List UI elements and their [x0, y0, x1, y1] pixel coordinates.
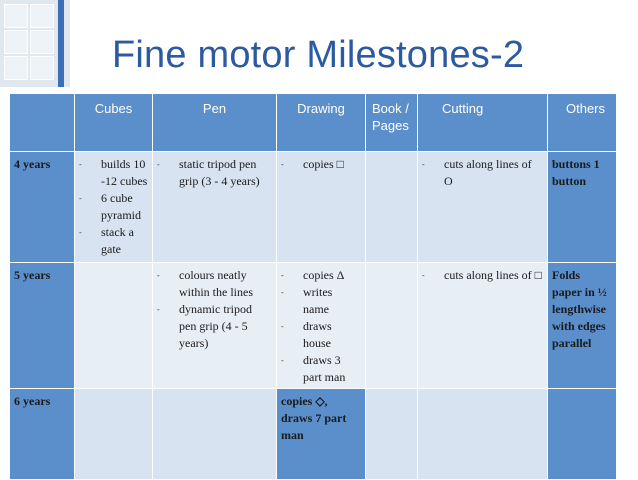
- table-row: [10, 152, 617, 263]
- slide-title: Fine motor Milestones-2: [112, 34, 525, 76]
- others-cell: Folds paper in ½ lengthwise with edges parallel: [548, 263, 617, 389]
- others-cell: [548, 389, 617, 480]
- decor-block: [4, 30, 28, 54]
- age-cell: 4 years: [10, 152, 75, 263]
- header-age: [10, 94, 75, 152]
- list-item: - copies Δ: [281, 267, 361, 284]
- decor-block: [30, 30, 54, 54]
- table-row: [10, 389, 617, 480]
- cubes-cell: [75, 263, 153, 389]
- list-item: - copies □: [281, 156, 361, 173]
- list-item: - draws 3 part man: [281, 352, 361, 386]
- age-cell: 6 years: [10, 389, 75, 480]
- decor-block: [30, 56, 54, 80]
- header-drawing: Drawing: [277, 94, 366, 152]
- decor-block: [4, 56, 28, 80]
- cutting-cell: [418, 152, 548, 263]
- cubes-cell: [75, 152, 153, 263]
- list-item: - writes name: [281, 284, 361, 318]
- list-item: - cuts along lines of □: [422, 267, 543, 284]
- decor-block: [4, 4, 28, 28]
- milestones-table: [9, 93, 617, 480]
- book-cell: [366, 263, 418, 389]
- decorative-strip: [0, 0, 70, 87]
- cubes-cell: [75, 389, 153, 480]
- cutting-cell: [418, 263, 548, 389]
- decor-bar: [58, 0, 64, 87]
- pen-cell: [153, 263, 277, 389]
- list-item: - colours neatly within the lines: [157, 267, 272, 301]
- header-pen: Pen: [153, 94, 277, 152]
- header-book-pages: Book / Pages: [366, 94, 418, 152]
- book-cell: [366, 152, 418, 263]
- list-item: - dynamic tripod pen grip (4 - 5 years): [157, 301, 272, 352]
- decor-block: [30, 4, 54, 28]
- list-item: - static tripod pen grip (3 - 4 years): [157, 156, 272, 190]
- age-cell: 5 years: [10, 263, 75, 389]
- drawing-cell: copies ◇, draws 7 part man: [277, 389, 366, 480]
- drawing-cell: [277, 263, 366, 389]
- list-item: - builds 10 -12 cubes: [79, 156, 148, 190]
- header-cutting: Cutting: [418, 94, 548, 152]
- list-item: - cuts along lines of O: [422, 156, 543, 190]
- pen-cell: [153, 152, 277, 263]
- list-item: - draws house: [281, 318, 361, 352]
- cutting-cell: [418, 389, 548, 480]
- list-item: - stack a gate: [79, 224, 148, 258]
- header-others: Others: [548, 94, 617, 152]
- others-cell: buttons 1 button: [548, 152, 617, 263]
- list-item: - 6 cube pyramid: [79, 190, 148, 224]
- header-row: [10, 94, 617, 152]
- pen-cell: [153, 389, 277, 480]
- table-row: [10, 263, 617, 389]
- book-cell: [366, 389, 418, 480]
- header-cubes: Cubes: [75, 94, 153, 152]
- drawing-cell: [277, 152, 366, 263]
